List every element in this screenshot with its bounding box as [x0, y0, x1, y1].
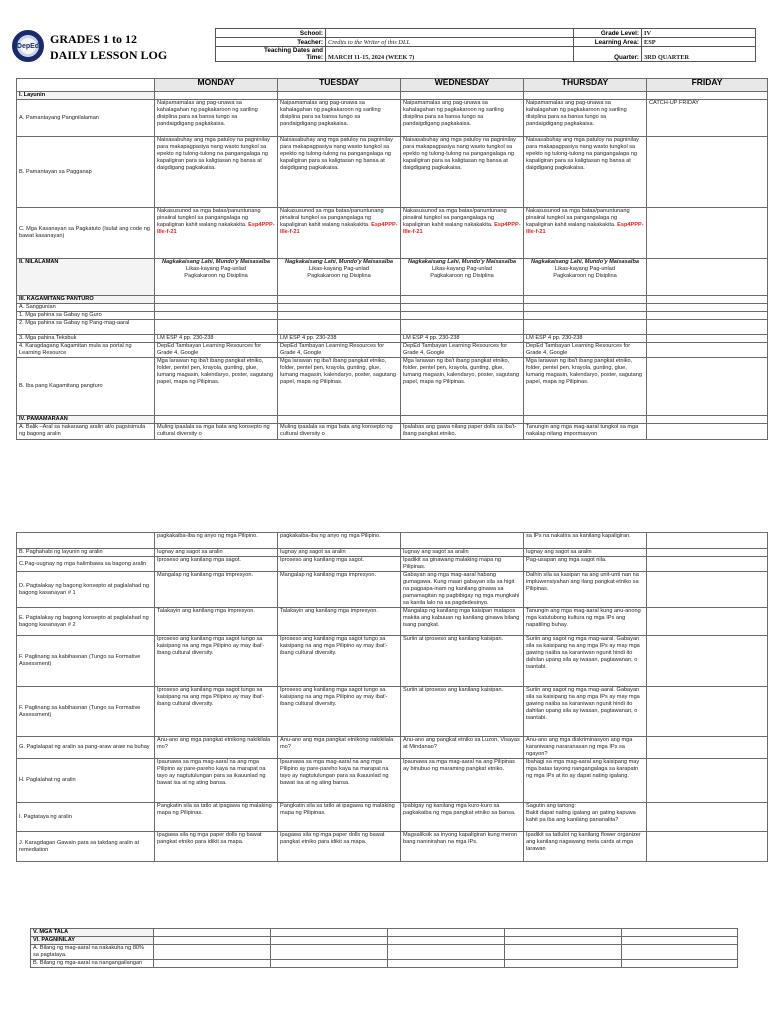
cell-tue: Pangkatin sila sa tatlo at ipagawa ng malaking mapa ng Pilipinas. — [278, 803, 401, 832]
cell-thu: Pag-usapan ang mga sagot nila. — [524, 557, 647, 572]
content-line: Pagkakaroon ng Disiplina — [553, 272, 617, 279]
table-row — [17, 320, 768, 335]
cell-wed: Anu-ano ang pangkat etniko sa Luzon, Visayas at Mindanao? — [401, 737, 524, 759]
cell-thu: Tanungin ang mga mag-aaral kung anu-anong mga katutubong kultura ng mga IPs ang napatiling buhay. — [524, 608, 647, 636]
cell-wed: Iugnay ang sagot sa aralin — [401, 549, 524, 557]
cell-fri — [647, 737, 768, 759]
row-label: B. Pamantayan sa Pagganap — [17, 137, 155, 208]
row-label: H. Paglalahat ng aralin — [17, 759, 155, 803]
cell-fri — [647, 137, 768, 208]
cell-mon: pagkakaiba-iba ng anyo ng mga Pilipino. — [155, 533, 278, 549]
cell-fri — [647, 424, 768, 440]
row-label: A. Sanggunian — [17, 304, 155, 312]
row-label: B. Bilang ng mga-aaral na nangangailangan — [31, 960, 154, 968]
content-heading: Nagkakaisang Lahi, Mundo'y Maisasalba — [408, 259, 516, 265]
section-row — [17, 416, 768, 424]
table-row — [17, 335, 768, 343]
cell-fri: CATCH-UP FRIDAY — [647, 100, 768, 137]
cell-thu: Naipamamalas ang pag-unawa sa kahalagahan ng pagkakaroon ng sariling disiplina para sa bansa tungo sa pandaigdigang pagkakaisa. — [524, 100, 647, 137]
section-kagamitan: III. KAGAMITANG PANTURO — [17, 296, 155, 304]
table-row — [17, 608, 768, 636]
cell-tue: Anu-ano ang mga pangkat etnikong nakikilala mo? — [278, 737, 401, 759]
content-fri — [647, 259, 768, 296]
skill-code: Esp4PPP-IIIe-f-21 — [526, 221, 644, 235]
skill-code: Esp4PPP-IIIe-f-21 — [403, 221, 521, 235]
cell-tue: Muling ipaalala sa mga bata ang konsepto ng cultural diversity o — [278, 424, 401, 440]
cell-tue — [278, 208, 401, 259]
skill-text: Nakasusunod sa mga batas/panuntunang pinaiiral tungkol sa pangangalaga ng kapaligiran kahit walang nakakakita. — [280, 208, 384, 228]
row-label: B. Iba pang Kagamitang pangturo — [17, 358, 155, 416]
table-row — [17, 358, 768, 416]
cell-tue: Mangalap ng kanilang mga impresyon. — [278, 572, 401, 608]
cell-fri — [647, 533, 768, 549]
day-friday: FRIDAY — [647, 79, 768, 92]
cell-mon: Iproseso ang kanilang mga sagot tungo sa kaisipang na ang mga Pilipino ay may ibat'-ibang cultural diversity. — [155, 687, 278, 737]
cell-thu: Dalhin sila sa kasipan na ang unit-unti nan na impluwensiyahan ang ilang pangkat etniko sa Pilipinas. — [524, 572, 647, 608]
cell-tue: Talakayin ang kanilang mga impresyon. — [278, 608, 401, 636]
row-label: I. Pagtataya ng aralin — [17, 803, 155, 832]
table-row — [17, 803, 768, 832]
table-row — [17, 312, 768, 320]
row-label: F. Paglinang sa kabihasnan (Tungo sa Formative Assessment) — [17, 687, 155, 737]
title-line-1: GRADES 1 to 12 — [50, 32, 138, 46]
cell-thu: Sagutin ang tanong: Bakit dapat nating igalang an gating kapuwa kahit pa iba ang kanilang pananalita? — [524, 803, 647, 832]
day-tuesday: TUESDAY — [278, 79, 401, 92]
table-row — [17, 304, 768, 312]
cell-thu: DepEd Tambayan Learning Resources for Grade 4, Google — [524, 343, 647, 358]
cell-mon: Pangkatin sila sa tatlo at ipagawa ng malaking mapa ng Pilipinas. — [155, 803, 278, 832]
table-row — [31, 937, 738, 945]
quarter-label: Quarter: — [574, 47, 642, 62]
cell-wed: LM ESP 4 pp. 230-238 — [401, 335, 524, 343]
log-header — [12, 28, 756, 72]
row-label: A. Bilang ng mag-aaral na nakakuha ng 80% sa pagtataya. — [31, 945, 154, 960]
cell-thu: Tanungin ang mga mag-aaral tungkol sa mga nakalap nilang impormasyon — [524, 424, 647, 440]
cell-tue: Iproseso ang kanilang mga sagot. — [278, 557, 401, 572]
section-row — [17, 296, 768, 304]
cell-wed: Suriin at iproseso ang kanilang kaisipan. — [401, 687, 524, 737]
cell-mon: Ipaunawa sa mga mag-aaral na ang mga Pilipino ay pare-pareho kaya na marapat na tayo ay nagtutulungan para sa ikauunlad ng bawat isa at ng ating bansa. — [155, 759, 278, 803]
cell-thu: Ipadikit sa tatlulot ng kanilang flower organizer ang kanilang nagawang meta cards at mga larawan — [524, 832, 647, 862]
row-label — [17, 533, 155, 549]
cell-wed: Suriin at iproseso ang kanilang kaisipan. — [401, 636, 524, 687]
cell-fri — [647, 549, 768, 557]
cell-fri — [647, 687, 768, 737]
cell-wed — [401, 533, 524, 549]
content-tue — [278, 259, 401, 296]
cell-fri — [647, 636, 768, 687]
cell-thu — [524, 208, 647, 259]
dates-label-line2: Time: — [306, 54, 323, 61]
deped-seal-icon: DepEd — [12, 30, 44, 62]
cell-wed: DepEd Tambayan Learning Resources for Grade 4, Google — [401, 343, 524, 358]
cell-fri — [647, 759, 768, 803]
teacher-value: Credits to the Writer of this DLL — [326, 38, 574, 47]
content-line: Pagkakaroon ng Disiplina — [184, 272, 248, 279]
content-line: Likas-kayang Pag-unlad — [308, 265, 369, 272]
cell-wed: Ipalabas ang gawa nilang paper dolls sa iba't-ibang pangkat etniko. — [401, 424, 524, 440]
cell-thu: Suriin ang sagot ng mga mag-aaral. Gabayan sila sa kaisipang na ang mga IPs ay may mga gawing naiiba sa karaniwan ngunit hindi ito dahilan upang sila ay iwasan, pagtawanan, o isantabi. — [524, 636, 647, 687]
cell-wed: Ipadikit sa ginawang malaking mapa ng Pilipinas. — [401, 557, 524, 572]
section-tala: V. MGA TALA — [31, 929, 154, 937]
row-label: A. Balik –Aral sa nakaraang aralin at/o pagsisimula ng bagong aralin — [17, 424, 155, 440]
corner-cell — [17, 79, 155, 92]
section-pagninilay: VI. PAGNINILAY — [31, 937, 154, 945]
content-heading: Nagkakaisang Lahi, Mundo'y Maisasalba — [285, 259, 393, 265]
cell-tue: Ipagawa sila ng mga paper dolls ng bawat pangkat etniko para idikit sa mapa. — [278, 832, 401, 862]
cell-fri — [647, 832, 768, 862]
cell-thu: Ibahagi sa mga mag-aaral ang kaisipang may mga batas tayong nangangalaga sa karapatn ng mga IPs at ito ay dapat nating igalang. — [524, 759, 647, 803]
table-row — [17, 557, 768, 572]
cell-thu: Anu-ano ang mga diskriminasyon ang mga karaniwang nararanasan ng mga IPs sa ngayon? — [524, 737, 647, 759]
cell-mon: Iugnay ang sagot sa aralin — [155, 549, 278, 557]
dates-label-line1: Teaching Dates and — [263, 47, 323, 54]
cell-tue: Naipamamalas ang pag-unawa sa kahalagahan ng pagkakaroon ng sariling disiplina para sa bansa tungo sa pandaigdigang pagkakaisa. — [278, 100, 401, 137]
quarter-value: 3RD QUARTER — [642, 47, 756, 62]
table-row — [17, 100, 768, 137]
table-row — [17, 759, 768, 803]
table-row — [17, 343, 768, 358]
row-label: J. Karagdagan Gawain para sa takdang aralin at remediation — [17, 832, 155, 862]
content-line: Pagkakaroon ng Disiplina — [307, 272, 371, 279]
content-heading: Nagkakaisang Lahi, Mundo'y Maisasalba — [162, 259, 270, 265]
day-thursday: THURSDAY — [524, 79, 647, 92]
cell-tue: Mga larawan ng iba't ibang pangkat etniko, folder, pentel pen, krayola, gunting, glue, lumang magasin, kalendaryo, poster, sagutang papel, mapa ng Pilipinas. — [278, 358, 401, 416]
row-label: D. Pagtalakay ng bagong konsepto at paglalahad ng bagong kasanayan # 1 — [17, 572, 155, 608]
skill-code: Esp4PPP-IIIe-f-21 — [157, 221, 275, 235]
teacher-label: Teacher: — [216, 38, 326, 47]
cell-fri — [647, 358, 768, 416]
cell-thu: LM ESP 4 pp. 230-238 — [524, 335, 647, 343]
cell-mon: Iproseso ang kanilang mga sagot tungo sa kaisipang na ang mga Pilipino ay may ibat'-ibang cultural diversity. — [155, 636, 278, 687]
skill-text: Nakasusunod sa mga batas/panuntunang pinaiiral tungkol sa pangangalaga ng kapaligiran kahit walang nakakakita. — [157, 208, 261, 228]
table-row — [17, 137, 768, 208]
table-row — [17, 832, 768, 862]
day-wednesday: WEDNESDAY — [401, 79, 524, 92]
content-line: Likas-kayang Pag-unlad — [185, 265, 246, 272]
content-heading: Nagkakaisang Lahi, Mundo'y Maisasalba — [531, 259, 639, 265]
grade-label: Grade Level: — [574, 29, 642, 38]
cell-mon: Mga larawan ng iba't ibang pangkat etniko, folder, pentel pen, krayola, gunting, glue, lumang magasin, kalendaryo, poster, sagutang papel, mapa ng Pilipinas. — [155, 358, 278, 416]
cell-fri — [647, 572, 768, 608]
cell-mon: Naisasabuhay ang mga patuloy na pagninilay para makapagpasiya nang wasto tungkol sa epekto ng tulong-tulong na pangangalaga ng kapaligiran para sa kaligtasan ng bansa at daigdigang pagkakaisa. — [155, 137, 278, 208]
cell-mon: Iproseso ang kanilang mga sagot. — [155, 557, 278, 572]
cell-mon — [155, 208, 278, 259]
cell-mon: Anu-ano ang mga pangkat etnikong nakikilala mo? — [155, 737, 278, 759]
cell-tue: Naisasabuhay ang mga patuloy na pagninilay para makapagpasiya nang wasto tungkol sa epekto ng tulong-tulong na pangangalaga ng kapaligiran para sa kaligtasan ng bansa at daigdigang pagkakaisa. — [278, 137, 401, 208]
title-line-2: DAILY LESSON LOG — [50, 48, 168, 62]
lesson-grid-page-2 — [16, 532, 768, 862]
cell-wed: Mga larawan ng iba't ibang pangkat etniko, folder, pentel pen, krayola, gunting, glue, lumang magasin, kalendaryo, poster, sagutang papel, mapa ng Pilipinas. — [401, 358, 524, 416]
cell-mon: Naipamamalas ang pag-unawa sa kahalagahan ng pagkakaroon ng sariling disiplina para sa bansa tungo sa pandaigdigang pagkakaisa. — [155, 100, 278, 137]
reflection-table — [30, 928, 738, 968]
cell-wed — [401, 208, 524, 259]
cell-wed: Gabayan ang mga mag-aaral habang gumagawa. Kung maari gabayan sila sa higit na pagpapa-inam ng kanilang ginawa sa pamamagitan ng pagbibigay ng mga mungkahi sa kanila lalo na sa pagdedesinyo. — [401, 572, 524, 608]
lesson-log-page-2 — [0, 532, 768, 1024]
header-info-table — [215, 28, 756, 62]
cell-mon: Talakayin ang kanilang mga impresyon. — [155, 608, 278, 636]
log-title — [50, 31, 167, 63]
row-label: 3. Mga pahina Teksbuk — [17, 335, 155, 343]
cell-thu: sa IPs na nakatira sa kanilang kapaligiran. — [524, 533, 647, 549]
row-label: C.Pag-uugnay ng mga halimbawa sa bagong aralin — [17, 557, 155, 572]
table-row — [31, 929, 738, 937]
row-label: A. Pamantayang Pangnilalaman — [17, 100, 155, 137]
lesson-grid-page-1 — [16, 78, 768, 440]
school-label: School: — [216, 29, 326, 38]
table-row — [17, 572, 768, 608]
dates-label — [216, 47, 326, 62]
table-row — [31, 960, 738, 968]
content-mon — [155, 259, 278, 296]
cell-fri — [647, 335, 768, 343]
row-label: E. Pagtalakay ng bagong konsepto at paglalahad ng bagong kasanayan # 2 — [17, 608, 155, 636]
row-label: 1. Mga pahina sa Gabay ng Guro — [17, 312, 155, 320]
cell-mon: Muling ipaalala sa mga bata ang konsepto ng cultural diversity o — [155, 424, 278, 440]
cell-wed: Mangalap ng kanilang mga kaisipan matapos makita ang kabuuan ng kanilang ginawa bilang isang pangkat. — [401, 608, 524, 636]
cell-wed: Magsaliksik sa inyong kapaligiran kung meron bang naninirahan na mga IPs. — [401, 832, 524, 862]
lesson-log-page-1 — [0, 0, 768, 466]
content-thu — [524, 259, 647, 296]
day-monday: MONDAY — [155, 79, 278, 92]
cell-tue: Iugnay ang sagot sa aralin — [278, 549, 401, 557]
cell-wed: Ipabigay ng kanilang mga kuro-kuro sa pagkakaiba ng mga pangkat etniko sa bansa. — [401, 803, 524, 832]
cell-fri — [647, 803, 768, 832]
cell-mon: Ipagawa sila ng mga paper dolls ng bawat pangkat etniko para idikit sa mapa. — [155, 832, 278, 862]
skill-text: Nakasusunod sa mga batas/panuntunang pinaiiral tungkol sa pangangalaga ng kapaligiran kahit walang nakakakita. — [526, 208, 630, 228]
table-row — [17, 259, 768, 296]
section-nilalaman: II. NILALAMAN — [17, 259, 155, 296]
cell-wed: Naipamamalas ang pag-unawa sa kahalagahan ng pagkakaroon ng sariling disiplina para sa bansa tungo sa pandaigdigang pagkakaisa. — [401, 100, 524, 137]
skill-code: Esp4PPP-IIIe-f-21 — [280, 221, 398, 235]
cell-tue: Iproseso ang kanilang mga sagot tungo sa kaisipang na ang mga Pilipino ay may ibat'-ibang cultural diversity. — [278, 687, 401, 737]
cell-mon: Mangalap ng kanilang mga impresyon. — [155, 572, 278, 608]
content-line: Likas-kayang Pag-unlad — [554, 265, 615, 272]
grade-value: IV — [642, 29, 756, 38]
table-row — [17, 737, 768, 759]
cell-wed: Naisasabuhay ang mga patuloy na pagninilay para makapagpasiya nang wasto tungkol sa epekto ng tulong-tulong na pangangalaga ng kapaligiran para sa kaligtasan ng bansa at daigdigang pagkakaisa. — [401, 137, 524, 208]
cell-mon: LM ESP 4 pp. 230-238 — [155, 335, 278, 343]
skill-text: Nakasusunod sa mga batas/panuntunang pinaiiral tungkol sa pangangalaga ng kapaligiran kahit walang nakakakita. — [403, 208, 507, 228]
cell-tue: Iproseso ang kanilang mga sagot tungo sa kaisipang na ang mga Pilipino ay may ibat'-ibang cultural diversity. — [278, 636, 401, 687]
area-label: Learning Area: — [574, 38, 642, 47]
row-label: B. Paghahabi ng layunin ng aralin — [17, 549, 155, 557]
cell-fri — [647, 208, 768, 259]
cell-wed: Ipaunawa sa mga mag-aaral na ang Pilipinas ay binubuo ng maraming pangkat etniko. — [401, 759, 524, 803]
cell-thu: Mga larawan ng iba't ibang pangkat etniko, folder, pentel pen, krayola, gunting, glue, lumang magasin, kalendaryo, poster, sagutang papel, mapa ng Pilipinas. — [524, 358, 647, 416]
cell-tue: LM ESP 4 pp. 230-238 — [278, 335, 401, 343]
cell-tue: Ipaunawa sa mga mag-aaral na ang mga Pilipino ay pare-pareho kaya na marapat na tayo ay nagtutulungan para sa ikauunlad ng bawat isa at ng ating bansa. — [278, 759, 401, 803]
cell-tue: DepEd Tambayan Learning Resources for Grade 4, Google — [278, 343, 401, 358]
table-row — [31, 945, 738, 960]
table-row — [17, 636, 768, 687]
row-label: 2. Mga pahina sa Gabay ng Pang-mag-aaral — [17, 320, 155, 335]
section-row — [17, 92, 768, 100]
row-label: F. Paglinang sa kabihasnan (Tungo sa Formative Assessment) — [17, 636, 155, 687]
row-label: C. Mga Kasanayan sa Pagkatuto (Isulat ang code ng bawat kasanayan) — [17, 208, 155, 259]
day-header-row — [17, 79, 768, 92]
table-row — [17, 549, 768, 557]
cell-thu: Iugnay ang sagot sa aralin — [524, 549, 647, 557]
cell-tue: pagkakaiba-iba ng anyo ng mga Pilipino. — [278, 533, 401, 549]
school-value — [326, 29, 574, 38]
table-row — [17, 533, 768, 549]
cell-fri — [647, 557, 768, 572]
cell-thu: Naisasabuhay ang mga patuloy na pagninilay para makapagpasiya nang wasto tungkol sa epekto ng tulong-tulong na pangangalaga ng kapaligiran para sa kaligtasan ng bansa at daigdigang pagkakaisa. — [524, 137, 647, 208]
area-value: ESP — [642, 38, 756, 47]
row-label: 4. Karagdagang Kagamitan mula sa portal ng Learning Resource — [17, 343, 155, 358]
content-line: Pagkakaroon ng Disiplina — [430, 272, 494, 279]
section-pamamaraan: IV. PAMAMARAAN — [17, 416, 155, 424]
cell-thu: Suriin ang sagot ng mga mag-aaral. Gabayan sila sa kaisipang na ang mga IPs ay may mga gawing naiiba sa karaniwan ngunit hindi ito dahilan upang sila ay iwasan, pagtawanan, o isantabi. — [524, 687, 647, 737]
cell-mon: DepEd Tambayan Learning Resources for Grade 4, Google — [155, 343, 278, 358]
cell-fri — [647, 608, 768, 636]
table-row — [17, 687, 768, 737]
table-row — [17, 424, 768, 440]
cell-fri — [647, 343, 768, 358]
row-label: G. Paglalapat ng aralin sa pang-araw araw na buhay — [17, 737, 155, 759]
dates-value: MARCH 11-15, 2024 (WEEK 7) — [326, 47, 574, 62]
content-wed — [401, 259, 524, 296]
content-line: Likas-kayang Pag-unlad — [431, 265, 492, 272]
section-layunin: I. Layunin — [17, 92, 155, 100]
table-row — [17, 208, 768, 259]
